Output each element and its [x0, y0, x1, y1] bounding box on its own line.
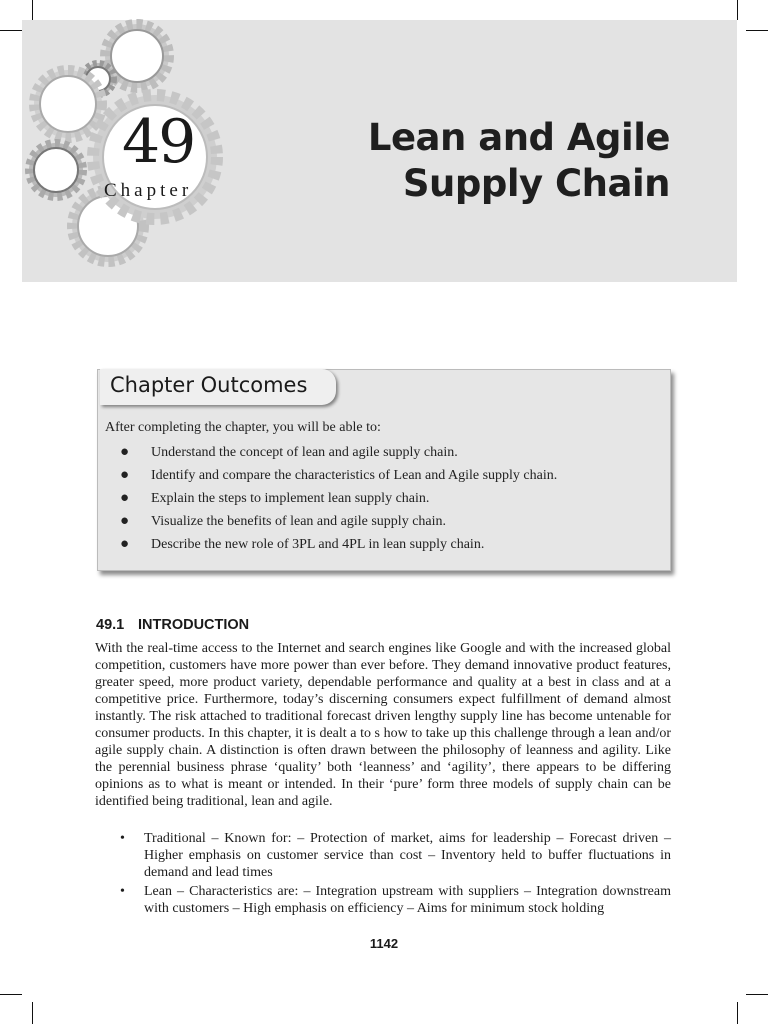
- section-title: INTRODUCTION: [138, 617, 250, 633]
- bullet-icon: ●: [120, 513, 130, 529]
- chapter-title-line: Lean and Agile: [367, 116, 670, 159]
- bullet-text: Traditional – Known for: – Protection of market, aims for leadership – Forecast driven – Higher emphasis on customer service than cost – Inventory held to buffer fluctuations in demand and lead times: [144, 831, 671, 880]
- list-item: [118, 883, 671, 917]
- chapter-number: 49: [122, 107, 195, 177]
- chapter-outcomes-list: [120, 441, 557, 556]
- crop-mark: [737, 0, 738, 20]
- bullet-text: Lean – Characteristics are: – Integration upstream with suppliers – Integration downstream with customers – High emphasis on efficiency – Aims for minimum stock holding: [144, 884, 671, 916]
- crop-mark: [32, 1002, 33, 1024]
- outcome-text: Explain the steps to implement lean supply chain.: [151, 491, 430, 506]
- chapter-label: Chapter: [104, 180, 193, 201]
- page-number: 1142: [369, 936, 399, 951]
- chapter-title: [368, 115, 670, 207]
- crop-mark: [746, 30, 768, 31]
- bullet-icon: ●: [120, 467, 130, 483]
- chapter-title-line: Supply Chain: [402, 162, 670, 205]
- bullet-icon: ●: [120, 490, 130, 506]
- outcome-text: Identify and compare the characteristics of Lean and Agile supply chain.: [151, 468, 558, 483]
- supply-chain-models-list: [118, 830, 671, 919]
- bullet-icon: •: [120, 884, 125, 899]
- section-heading: [96, 617, 249, 633]
- outcome-text: Understand the concept of lean and agile supply chain.: [151, 445, 458, 460]
- crop-mark: [737, 1002, 738, 1024]
- list-item: [120, 510, 557, 533]
- chapter-outcomes-intro: After completing the chapter, you will be able to:: [105, 420, 381, 435]
- list-item: [120, 441, 557, 464]
- list-item: [120, 533, 557, 556]
- chapter-outcomes-title: Chapter Outcomes: [110, 373, 308, 397]
- section-number: 49.1: [96, 617, 125, 633]
- list-item: [120, 464, 557, 487]
- bullet-icon: ●: [120, 444, 130, 460]
- outcome-text: Describe the new role of 3PL and 4PL in lean supply chain.: [151, 537, 485, 552]
- bullet-icon: ●: [120, 536, 130, 552]
- list-item: [120, 487, 557, 510]
- list-item: [118, 830, 671, 881]
- crop-mark: [0, 994, 22, 995]
- outcome-text: Visualize the benefits of lean and agile supply chain.: [151, 514, 447, 529]
- intro-paragraph: With the real-time access to the Internet and search engines like Google and with the increased global competition, customers have more power than ever before. They demand innovative product features, greater speed, more product variety, dependable performance and quality at a best in class and at a competitive price. Furthermore, today’s discerning consumers expect fulfillment of demand almost instantly. The risk attached to traditional forecast driven lengthy supply line has become untenable for consumer products. In this chapter, it is dealt a to s how to take up this challenge through a lean and/or agile supply chain. A distinction is often drawn between the philosophy of leanness and agility. Like the perennial business phrase ‘quality’ both ‘leanness’ and ‘agility’, there appears to be differing opinions as to what is meant or intended. In their ‘pure’ form three models of supply chain can be identified being traditional, lean and agile.: [95, 641, 671, 809]
- crop-mark: [746, 994, 768, 995]
- bullet-icon: •: [120, 831, 125, 846]
